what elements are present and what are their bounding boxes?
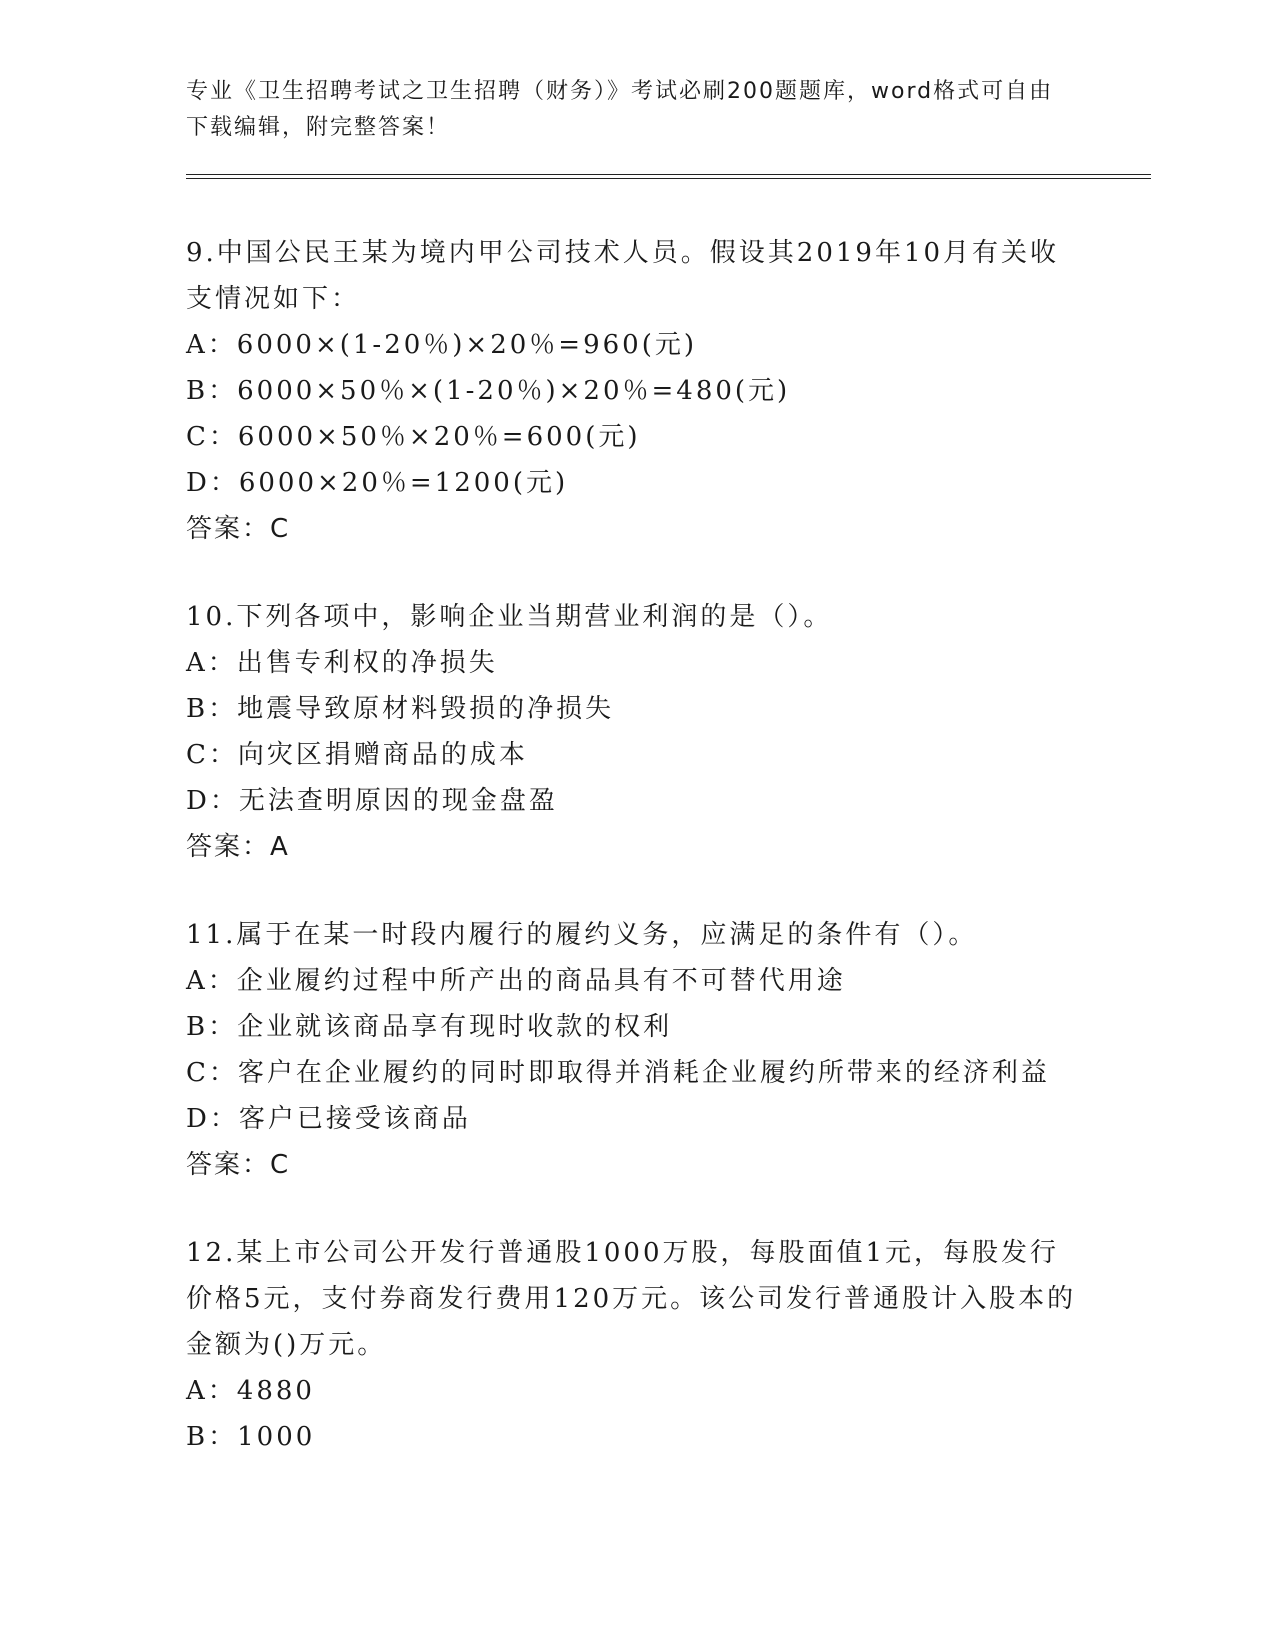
document-header: 专业《卫生招聘考试之卫生招聘（财务）》考试必刷200题题库，word格式可自由下载编辑，附完整答案！: [186, 79, 1054, 140]
option-c: C：向灾区捐赠商品的成本: [186, 740, 528, 770]
question-10: [186, 594, 1086, 870]
question-12: [186, 1230, 1086, 1460]
option-b: B：地震导致原材料毁损的净损失: [186, 694, 615, 724]
header-divider: [186, 174, 1151, 179]
option-b: B：企业就该商品享有现时收款的权利: [186, 1012, 673, 1042]
question-stem: 10.下列各项中，影响企业当期营业利润的是（）。: [186, 602, 833, 632]
option-d: D：无法查明原因的现金盘盈: [186, 786, 558, 816]
option-d: D：6000×20％=1200(元): [186, 468, 569, 498]
answer: 答案：C: [186, 514, 291, 544]
question-9: [186, 230, 1086, 552]
option-a: A：企业履约过程中所产出的商品具有不可替代用途: [186, 966, 846, 996]
option-d: D：客户已接受该商品: [186, 1104, 471, 1134]
answer: 答案：C: [186, 1150, 291, 1180]
question-list: [186, 230, 1086, 1502]
option-a: A：6000×(1-20％)×20％=960(元): [186, 330, 697, 360]
option-a: A：出售专利权的净损失: [186, 648, 498, 678]
answer: 答案：A: [186, 832, 290, 862]
question-11: [186, 912, 1086, 1188]
option-b: B：6000×50％×(1-20％)×20％=480(元): [186, 376, 791, 406]
question-stem: 11.属于在某一时段内履行的履约义务，应满足的条件有（）。: [186, 920, 978, 950]
option-c: C：客户在企业履约的同时即取得并消耗企业履约所带来的经济利益: [186, 1058, 1050, 1088]
option-b: B：1000: [186, 1422, 316, 1452]
question-stem: 12.某上市公司公开发行普通股1000万股，每股面值1元，每股发行价格5元，支付券商发行费用120万元。该公司发行普通股计入股本的金额为()万元。: [186, 1238, 1077, 1360]
option-c: C：6000×50％×20％=600(元): [186, 422, 641, 452]
question-stem: 9.中国公民王某为境内甲公司技术人员。假设其2019年10月有关收支情况如下：: [186, 238, 1060, 314]
option-a: A：4880: [186, 1376, 315, 1406]
